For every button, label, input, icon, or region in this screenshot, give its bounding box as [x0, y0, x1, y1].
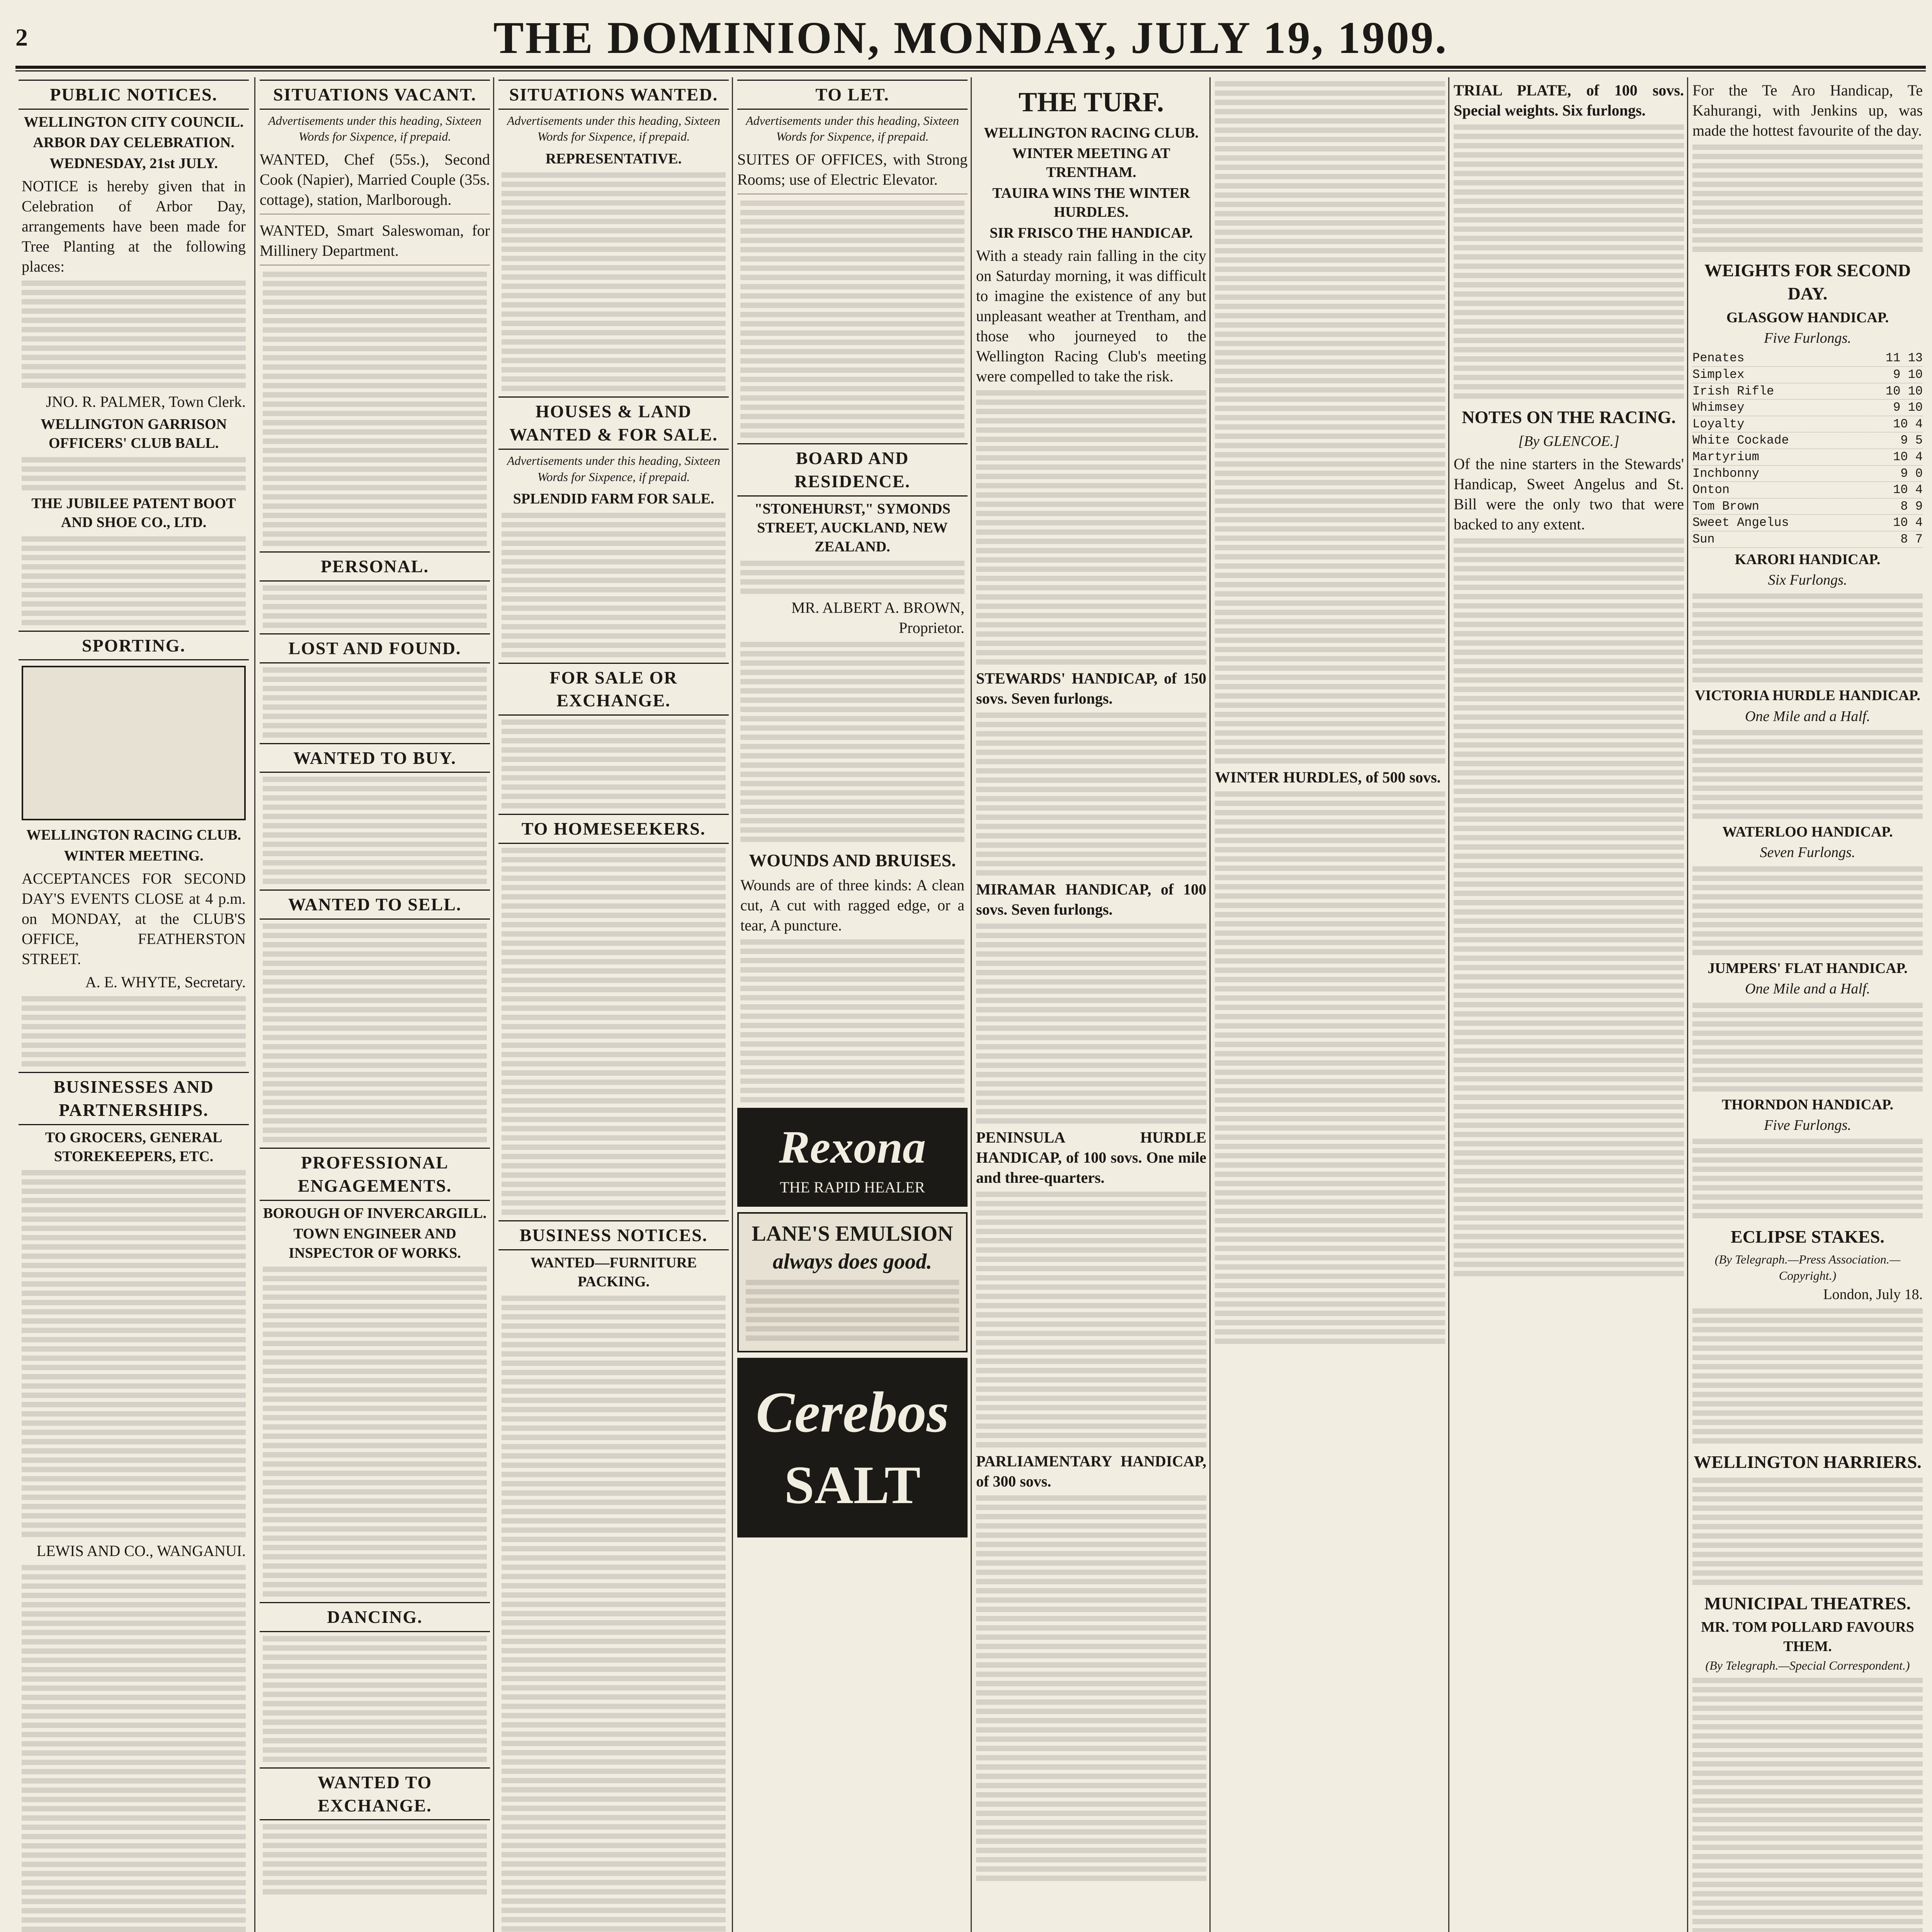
personal-section: [260, 551, 490, 628]
city-council-heading: WELLINGTON CITY COUNCIL.: [24, 114, 244, 130]
notes-on-racing-heading: NOTES ON THE RACING.: [1462, 407, 1676, 427]
paper-title: THE DOMINION, MONDAY, JULY 19, 1909.: [493, 12, 1448, 63]
winter-meeting-label: WINTER MEETING.: [64, 847, 204, 864]
notice-text-lines: [22, 996, 246, 1066]
rexona-brand: Rexona: [779, 1121, 926, 1173]
ad-text: WANTED, Chef (55s.), Second Cook (Napier), Married Couple (35s. cottage), station, Marlborough.: [260, 150, 490, 208]
businesses-heading: BUSINESSES AND PARTNERSHIPS.: [19, 1072, 249, 1125]
notice-text-lines: [22, 1170, 246, 1537]
garrison-ball-heading: WELLINGTON GARRISON OFFICERS' CLUB BALL.: [41, 416, 227, 452]
to-let-section: [737, 80, 968, 438]
notice-text-lines: [502, 172, 726, 391]
winter-hurdles-headline: TAUIRA WINS THE WINTER HURDLES.: [992, 185, 1190, 221]
horse-name: Onton: [1692, 483, 1730, 497]
sale-exchange-heading: FOR SALE OR EXCHANGE.: [498, 663, 729, 716]
wanted-sell-section: [260, 889, 490, 1142]
notice-text-lines: [1692, 594, 1923, 682]
municipal-theatres-source: (By Telegraph.—Special Correspondent.): [1705, 1658, 1910, 1673]
ad-text: WANTED, Smart Saleswoman, for Millinery Department.: [260, 221, 490, 259]
waterloo-handicap-distance: Seven Furlongs.: [1760, 844, 1855, 861]
to-let-heading: TO LET.: [737, 80, 968, 110]
masthead: [15, 8, 1926, 69]
glasgow-handicap-distance: Five Furlongs.: [1764, 330, 1851, 346]
horse-weight: 10 4: [1893, 515, 1923, 530]
horse-weight: 9 10: [1893, 367, 1923, 382]
wanted-buy-section: [260, 743, 490, 884]
classified-ad: [260, 221, 490, 265]
miramar-handicap: MIRAMAR HANDICAP, of 100 sovs. Seven furlongs.: [976, 880, 1206, 918]
peninsula-hurdle: PENINSULA HURDLE HANDICAP, of 100 sovs. One mile and three-quarters.: [976, 1128, 1206, 1186]
cerebos-product: SALT: [784, 1455, 921, 1515]
houses-land-rates: Advertisements under this heading, Sixteen Words for Sixpence, if prepaid.: [507, 453, 720, 484]
winter-hurdles-race: WINTER HURDLES, of 500 sovs.: [1215, 769, 1441, 786]
horse-weight: 8 9: [1900, 499, 1923, 514]
grocers-heading: TO GROCERS, GENERAL STOREKEEPERS, ETC.: [45, 1129, 223, 1165]
eclipse-dateline: London, July 18.: [1823, 1286, 1923, 1303]
representative-heading: REPRESENTATIVE.: [545, 150, 682, 167]
wounds-heading: WOUNDS AND BRUISES.: [749, 850, 956, 870]
weights-row: [1692, 449, 1923, 466]
lanes-emulsion-name: LANE'S EMULSION: [752, 1221, 953, 1246]
notice-text-lines: [1692, 1139, 1923, 1218]
exchange-heading: WANTED TO EXCHANGE.: [260, 1767, 490, 1821]
dancing-heading: DANCING.: [260, 1602, 490, 1632]
column-5: [973, 77, 1209, 1932]
horse-name: Whimsey: [1692, 400, 1745, 415]
victoria-hurdle-heading: VICTORIA HURDLE HANDICAP.: [1695, 687, 1920, 704]
thorndon-handicap-distance: Five Furlongs.: [1764, 1117, 1851, 1134]
column-rule: [732, 77, 733, 1932]
weights-row: [1692, 383, 1923, 400]
houses-land-heading: HOUSES & LAND WANTED & FOR SALE.: [498, 396, 729, 450]
horse-name: Penates: [1692, 351, 1745, 366]
houses-land-section: [498, 396, 729, 657]
arbor-day-date: WEDNESDAY, 21st JULY.: [49, 155, 218, 172]
karori-handicap-distance: Six Furlongs.: [1768, 571, 1847, 588]
jumpers-flat-heading: JUMPERS' FLAT HANDICAP.: [1708, 960, 1908, 976]
notice-text-lines: [1692, 866, 1923, 955]
notice-text-lines: [263, 272, 487, 546]
public-notices-section: [19, 80, 249, 625]
glasgow-handicap-heading: GLASGOW HANDICAP.: [1726, 309, 1889, 326]
waterloo-handicap-heading: WATERLOO HANDICAP.: [1722, 824, 1893, 840]
notice-text-lines: [263, 1824, 487, 1895]
trentham-meeting-heading: WINTER MEETING AT TRENTHAM.: [1012, 145, 1170, 181]
column-8: [1689, 77, 1926, 1932]
handicap-headline: SIR FRISCO THE HANDICAP.: [990, 224, 1193, 241]
lanes-emulsion-advert: [737, 1212, 968, 1353]
parliamentary-handicap: PARLIAMENTARY HANDICAP, of 300 sovs.: [976, 1452, 1206, 1490]
notice-text-lines: [1692, 1003, 1923, 1092]
stewards-handicap: STEWARDS' HANDICAP, of 150 sovs. Seven furlongs.: [976, 669, 1206, 707]
homeseekers-heading: TO HOMESEEKERS.: [498, 814, 729, 844]
notice-text-lines: [740, 642, 964, 842]
notice-text-lines: [740, 561, 964, 594]
municipal-theatres-heading: MUNICIPAL THEATRES.: [1704, 1593, 1911, 1613]
situations-wanted-section: [498, 80, 729, 391]
horse-name: White Cockade: [1692, 433, 1789, 448]
situations-vacant-heading: SITUATIONS VACANT.: [260, 80, 490, 110]
professional-heading: PROFESSIONAL ENGAGEMENTS.: [260, 1148, 490, 1201]
notice-text-lines: [1692, 1678, 1923, 1932]
notice-text-lines: [22, 536, 246, 625]
horse-weight: 9 10: [1893, 400, 1923, 415]
notice-text-lines: [502, 719, 726, 808]
racing-club-emblem: [22, 666, 246, 820]
notice-text-lines: [1215, 81, 1445, 764]
page-number: 2: [15, 24, 28, 51]
lewis-signature: LEWIS AND CO., WANGANUI.: [36, 1542, 246, 1560]
horse-name: Loyalty: [1692, 417, 1745, 431]
horse-weight: 10 4: [1893, 483, 1923, 497]
notice-text-lines: [263, 923, 487, 1142]
cerebos-brand: Cerebos: [756, 1380, 949, 1445]
exchange-section: [260, 1767, 490, 1895]
column-6: [1212, 77, 1448, 1932]
notice-text-lines: [22, 457, 246, 490]
column-rule: [493, 77, 494, 1932]
dancing-section: [260, 1602, 490, 1762]
column-3: [495, 77, 732, 1932]
business-notices-heading: BUSINESS NOTICES.: [498, 1220, 729, 1250]
weights-row: [1692, 531, 1923, 548]
stonehurst-heading: "STONEHURST," SYMONDS STREET, AUCKLAND, NEW ZEALAND.: [754, 500, 951, 555]
notice-text-lines: [263, 1267, 487, 1597]
horse-weight: 10 10: [1885, 384, 1923, 398]
secretary-signature: A. E. WHYTE, Secretary.: [85, 973, 246, 991]
notice-text-lines: [1692, 1478, 1923, 1585]
turf-lead-paragraph: With a steady rain falling in the city on Saturday morning, it was difficult to imagine the existence of any but unpleasant weather at Trentham, and those who journeyed to the Wellington Racing Club's meeting were compelled to take the risk.: [976, 247, 1206, 385]
classified-ad: [260, 150, 490, 214]
classified-ad: [737, 150, 968, 194]
situations-wanted-heading: SITUATIONS WANTED.: [498, 80, 729, 110]
weights-row: [1692, 482, 1923, 498]
farm-for-sale-heading: SPLENDID FARM FOR SALE.: [513, 491, 714, 507]
to-let-rates: Advertisements under this heading, Sixteen Words for Sixpence, if prepaid.: [746, 113, 959, 144]
horse-name: Tom Brown: [1692, 499, 1759, 514]
rexona-tagline: THE RAPID HEALER: [780, 1178, 925, 1196]
turf-heading: THE TURF.: [1018, 87, 1164, 117]
town-engineer-heading: TOWN ENGINEER AND INSPECTOR OF WORKS.: [289, 1226, 461, 1261]
column-1: [15, 77, 252, 1932]
thorndon-handicap-heading: THORNDON HANDICAP.: [1721, 1096, 1894, 1113]
weights-row: [1692, 367, 1923, 383]
notice-text-lines: [502, 513, 726, 657]
weights-row: [1692, 515, 1923, 531]
notice-text-lines: [976, 923, 1206, 1124]
column-rule: [1209, 77, 1211, 1932]
notice-text-lines: [502, 1296, 726, 1932]
notice-text-lines: [1692, 1308, 1923, 1444]
weights-row: [1692, 400, 1923, 416]
trial-plate-race: TRIAL PLATE, of 100 sovs. Special weights. Six furlongs.: [1454, 82, 1684, 119]
karori-handicap-heading: KARORI HANDICAP.: [1735, 551, 1881, 568]
invercargill-heading: BOROUGH OF INVERCARGILL.: [263, 1205, 487, 1221]
racing-club-heading: WELLINGTON RACING CLUB.: [984, 124, 1199, 141]
te-aro-intro: For the Te Aro Handicap, Te Kahurangi, with Jenkins up, was made the hottest favourite of the day.: [1692, 82, 1923, 139]
glasgow-weights-table: [1692, 350, 1923, 548]
municipal-theatres-subhead: MR. TOM POLLARD FAVOURS THEM.: [1701, 1619, 1914, 1655]
notice-text-lines: [1454, 538, 1684, 1276]
horse-name: Irish Rifle: [1692, 384, 1774, 398]
horse-name: Sun: [1692, 532, 1715, 546]
wanted-buy-heading: WANTED TO BUY.: [260, 743, 490, 773]
masthead-rule: [15, 70, 1926, 71]
weights-row: [1692, 432, 1923, 449]
horse-weight: 11 13: [1885, 351, 1923, 366]
furniture-packing-heading: WANTED—FURNITURE PACKING.: [530, 1254, 697, 1290]
notice-text-lines: [1215, 791, 1445, 1344]
notice-text-lines: [976, 390, 1206, 665]
column-rule: [971, 77, 972, 1932]
notes-byline: [By GLENCOE.]: [1518, 433, 1619, 449]
notice-text-lines: [263, 777, 487, 884]
victoria-hurdle-distance: One Mile and a Half.: [1745, 708, 1870, 724]
horse-weight: 9 5: [1900, 433, 1923, 448]
column-rule: [1687, 77, 1688, 1932]
situations-wanted-rates: Advertisements under this heading, Sixteen Words for Sixpence, if prepaid.: [507, 113, 720, 144]
weights-row: [1692, 350, 1923, 367]
column-4: [734, 77, 971, 1932]
arbor-day-heading: ARBOR DAY CELEBRATION.: [33, 134, 235, 151]
notice-text-lines: [976, 1192, 1206, 1447]
horse-name: Inchbonny: [1692, 466, 1759, 481]
lost-found-heading: LOST AND FOUND.: [260, 633, 490, 663]
sporting-section: [19, 631, 249, 1067]
board-residence-heading: BOARD AND RESIDENCE.: [737, 443, 968, 497]
notice-text-lines: [1454, 124, 1684, 399]
board-residence-section: [737, 443, 968, 842]
column-2: [257, 77, 493, 1932]
homeseekers-section: [498, 814, 729, 1215]
lost-found-section: [260, 633, 490, 738]
ad-text: SUITES OF OFFICES, with Strong Rooms; use of Electric Elevator.: [737, 150, 968, 188]
notice-text-lines: [22, 281, 246, 388]
notice-text-lines: [263, 667, 487, 738]
horse-name: Sweet Angelus: [1692, 515, 1789, 530]
personal-heading: PERSONAL.: [260, 551, 490, 582]
horse-weight: 10 4: [1893, 417, 1923, 431]
racing-club-name: WELLINGTON RACING CLUB.: [26, 827, 241, 844]
rexona-advert: [737, 1108, 968, 1207]
sale-exchange-section: [498, 663, 729, 809]
notice-text-lines: [263, 1636, 487, 1762]
column-7: [1451, 77, 1687, 1932]
notice-text-lines: [746, 1280, 959, 1341]
wounds-article: [737, 849, 968, 1102]
column-rule: [1448, 77, 1449, 1932]
businesses-section: [19, 1072, 249, 1932]
stonehurst-proprietor: MR. ALBERT A. BROWN, Proprietor.: [791, 599, 964, 636]
notes-lead: Of the nine starters in the Stewards' Handicap, Sweet Angelus and St. Bill were the only two that were backed to any extent.: [1454, 455, 1684, 533]
horse-name: Simplex: [1692, 367, 1745, 382]
horse-weight: 8 7: [1900, 532, 1923, 546]
notice-text-lines: [976, 1495, 1206, 1881]
professional-section: [260, 1148, 490, 1597]
situations-vacant-section: [260, 80, 490, 546]
notice-text-lines: [502, 848, 726, 1215]
horse-weight: 9 0: [1900, 466, 1923, 481]
weights-row: [1692, 498, 1923, 515]
columns: [15, 77, 1926, 1932]
eclipse-stakes-heading: ECLIPSE STAKES.: [1731, 1227, 1884, 1247]
public-notices-heading: PUBLIC NOTICES.: [19, 80, 249, 110]
horse-name: Martyrium: [1692, 449, 1759, 464]
notice-text-lines: [1692, 145, 1923, 252]
jumpers-flat-distance: One Mile and a Half.: [1745, 981, 1870, 997]
weights-heading: WEIGHTS FOR SECOND DAY.: [1704, 260, 1911, 303]
sporting-heading: SPORTING.: [19, 631, 249, 661]
eclipse-source: (By Telegraph.—Press Association.—Copyright.): [1714, 1252, 1901, 1282]
business-notices-section: [498, 1220, 729, 1932]
notice-text-lines: [1692, 730, 1923, 819]
harriers-heading: WELLINGTON HARRIERS.: [1694, 1452, 1922, 1472]
arbor-day-notice: NOTICE is hereby given that in Celebration of Arbor Day, arrangements have been made for Tree Planting at the following places:: [22, 177, 246, 275]
situations-vacant-rates: Advertisements under this heading, Sixteen Words for Sixpence, if prepaid.: [268, 113, 481, 144]
notice-text-lines: [976, 713, 1206, 876]
acceptances-notice: ACCEPTANCES FOR SECOND DAY'S EVENTS CLOSE at 4 p.m. on MONDAY, at the CLUB'S OFFICE, FEATHERSTON STREET.: [22, 870, 246, 968]
notice-text-lines: [263, 585, 487, 628]
notice-text-lines: [22, 1565, 246, 1932]
cerebos-salt-advert: [737, 1358, 968, 1537]
lanes-emulsion-slogan: always does good.: [772, 1250, 932, 1274]
wounds-text: Wounds are of three kinds: A clean cut, A cut with ragged edge, or a tear, A puncture.: [740, 876, 964, 934]
wanted-sell-heading: WANTED TO SELL.: [260, 889, 490, 920]
weights-row: [1692, 466, 1923, 482]
notice-text-lines: [740, 939, 964, 1102]
column-rule: [254, 77, 255, 1932]
notice-text-lines: [740, 201, 964, 438]
horse-weight: 10 4: [1893, 449, 1923, 464]
weights-row: [1692, 416, 1923, 433]
town-clerk-signature: JNO. R. PALMER, Town Clerk.: [46, 393, 246, 410]
jubilee-company-heading: THE JUBILEE PATENT BOOT AND SHOE CO., LTD.: [31, 495, 236, 531]
